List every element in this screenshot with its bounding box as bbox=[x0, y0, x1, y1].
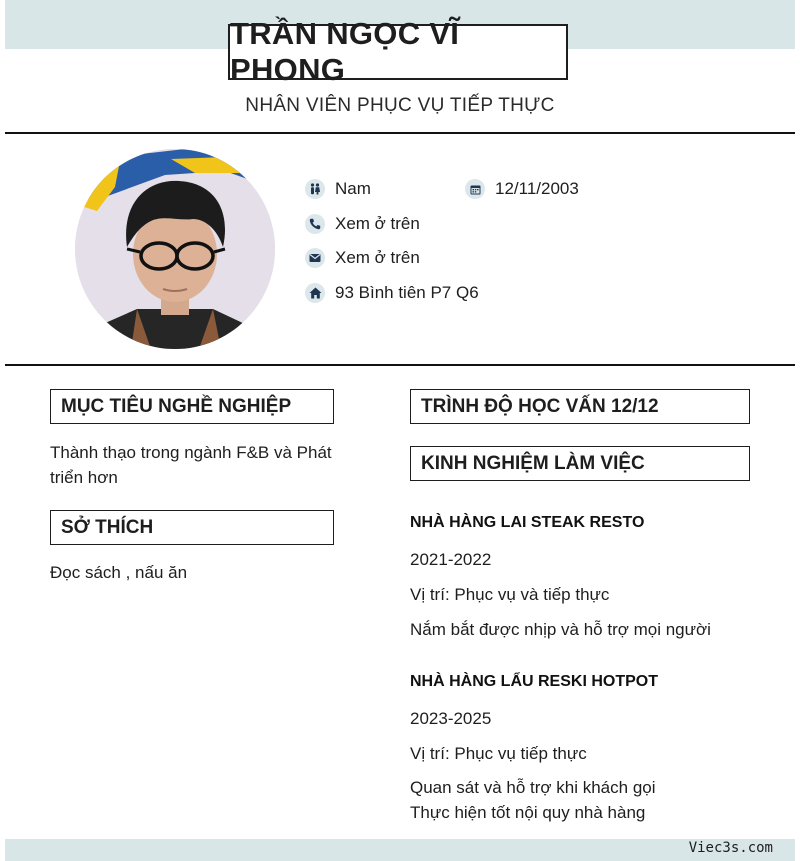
phone-icon bbox=[305, 214, 325, 234]
job-detail: Thực hiện tốt nội quy nhà hàng bbox=[410, 803, 646, 822]
career-goal-heading: MỤC TIÊU NGHỀ NGHIỆP bbox=[50, 389, 334, 424]
address-value: 93 Bình tiên P7 Q6 bbox=[335, 283, 479, 302]
email-value: Xem ở trên bbox=[335, 248, 420, 267]
calendar-icon bbox=[465, 179, 485, 199]
job-position: Vị trí: Phục vụ tiếp thực bbox=[410, 744, 587, 763]
hobbies-heading: SỞ THÍCH bbox=[50, 510, 334, 545]
education-heading: TRÌNH ĐỘ HỌC VẤN 12/12 bbox=[410, 389, 750, 424]
divider-middle bbox=[5, 364, 795, 366]
career-goal-text: Thành thạo trong ngành F&B và Phát triển hơn bbox=[50, 443, 332, 487]
email-row bbox=[305, 248, 420, 268]
birthdate-value: 12/11/2003 bbox=[495, 179, 579, 198]
footer-watermark[interactable]: Viec3s.com bbox=[688, 840, 773, 856]
job-position: Vị trí: Phục vụ và tiếp thực bbox=[410, 585, 610, 604]
job-company: NHÀ HÀNG LAI STEAK RESTO bbox=[410, 514, 645, 531]
phone-value: Xem ở trên bbox=[335, 214, 420, 233]
gender-icon bbox=[305, 179, 325, 199]
divider-top bbox=[5, 132, 795, 134]
job-company: NHÀ HÀNG LẨU RESKI HOTPOT bbox=[410, 673, 658, 690]
job-period: 2023-2025 bbox=[410, 709, 492, 728]
footer-band bbox=[5, 839, 795, 861]
job-detail: Quan sát và hỗ trợ khi khách gọi bbox=[410, 778, 656, 797]
avatar bbox=[75, 149, 275, 349]
home-icon bbox=[305, 283, 325, 303]
job-period: 2021-2022 bbox=[410, 550, 492, 569]
envelope-icon bbox=[305, 248, 325, 268]
hobbies-text: Đọc sách , nấu ăn bbox=[50, 563, 188, 582]
job-title: NHÂN VIÊN PHỤC VỤ TIẾP THỰC bbox=[245, 95, 555, 116]
gender-value: Nam bbox=[335, 179, 371, 198]
birthdate-row bbox=[465, 179, 579, 199]
address-row bbox=[305, 283, 479, 303]
candidate-name: TRẦN NGỌC VĨ PHONG bbox=[228, 24, 568, 80]
gender-row bbox=[305, 179, 371, 199]
experience-heading: KINH NGHIỆM LÀM VIỆC bbox=[410, 446, 750, 481]
phone-row bbox=[305, 214, 420, 234]
job-detail: Nắm bắt được nhịp và hỗ trợ mọi người bbox=[410, 620, 711, 639]
